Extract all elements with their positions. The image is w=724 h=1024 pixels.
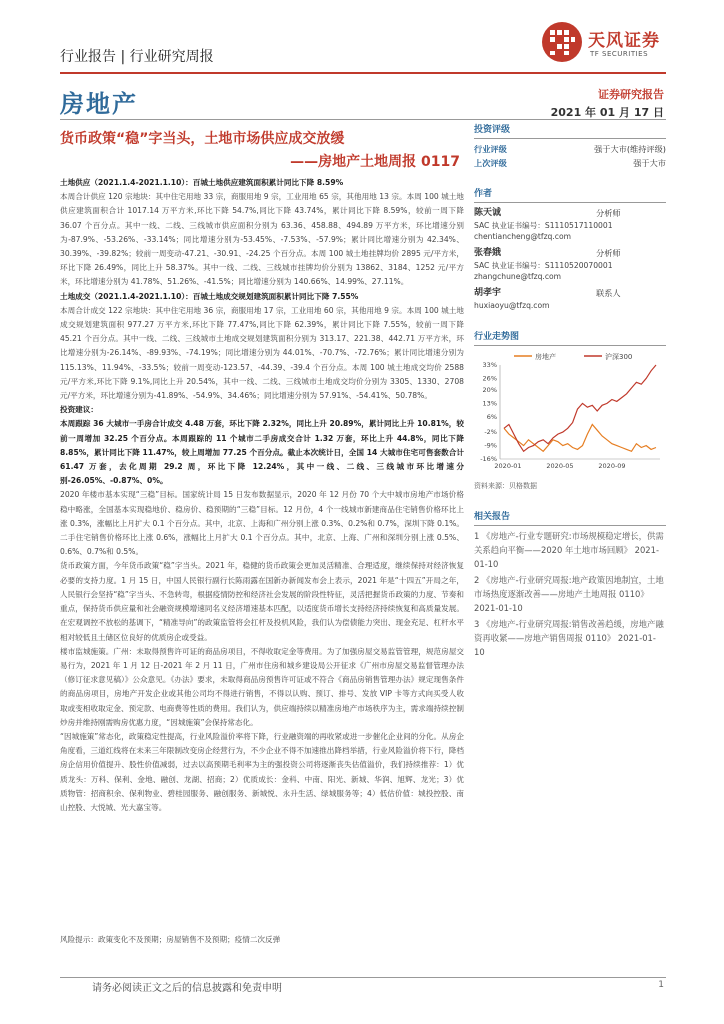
rating-row [474,156,666,170]
section-heading: 土地成交（2021.1.4-2021.1.10）：百城土地成交规划建筑面积累计同比下降 7.55% [60,291,359,301]
rating-key: 行业评级 [474,144,507,154]
author-email[interactable]: huxiaoyu@tfzq.com [474,301,550,310]
y-tick-label: -16% [480,455,497,463]
y-tick-label: 13% [482,399,497,408]
series-line [504,365,656,451]
report-body [60,176,464,815]
body-paragraph: 2020 年楼市基本实现“三稳”目标。国家统计局 15 日发布数据显示，2020 年 12 月份 70 个大中城市房地产市场价格稳中略涨，全国基本实现稳地价、稳房价、稳预期的“三稳”目标。12 月份，4 个一线城市新建商品住宅销售价格环比上涨 0.3%，涨幅比上月扩大 0.1 个百分点。其中，北京、上海和广州分别上涨 0.3%、0.2%和 0.7%，深圳下降 0.1%。二手住宅销售价格环比上涨 0.6%，涨幅比上月扩大 0.1 个百分点。其中，北京、上海、广州和深圳分别上涨 0.5%、0.6%、0.7%和 0.5%。 [60,490,464,557]
section-heading: 投资建议： [60,405,98,415]
body-paragraph: 本周跟踪 36 大城市一手房合计成交 4.48 万套，环比下降 2.32%，同比上升 20.89%，累计同比上升 10.81%，较前一周增加 32.25 个百分点。本周跟踪的 11 个城市二手房成交合计 1.32 万套，环比上升 44.8%，同比下降 8.85%，累计同比下降 11.47%，较上周增加 77.25 个百分点。截止本次统计日，全国 14 大城市住宅可售套数合计 61.47 万套，去化周期 29.2 周，环比下降 12.24%，其中一线、二线、三线城市环比增速分别-26.05%、-0.87%、0%。 [60,419,465,486]
x-tick-label: 2020-01 [494,462,522,470]
author-role: 联系人 [596,288,621,298]
page-number: 1 [658,980,664,990]
y-tick-label: -9% [484,441,497,450]
body-paragraph: “因城施策”常态化，政策稳定性提高，行业风险溢价率将下降，行业融资端的再收紧或进一步催化企业间的分化。从房企角度看，三道红线将在未来三年限制改变房企经营行为，不少企业不得不加速推出降档举措，行业风险溢价将下行，降档房企信用价值提升、股性价值减弱，过去以高预期毛利率为主的强投资公司将逐渐丧失估值溢价，我们持续推荐：1）优质龙头：万科、保利、金地、融创、龙湖、招商；2）优质成长：金科、中南、阳光、新城、华润、旭辉、龙光；3）优质物管：招商积余、保利物业、碧桂园服务、融创服务、新城悦、永升生活、绿城服务等；4）低估价值：城投控股、南山控股、大悦城、光大嘉宝等。 [60,731,464,812]
trend-chart-svg [474,349,666,475]
tf-logo-icon [540,20,584,64]
rating-value: 强于大市 [633,158,666,168]
legend-label: 沪深300 [605,353,633,361]
author-sac: SAC 执业证书编号：S1110520070001 [474,261,613,270]
legend-label: 房地产 [535,353,556,361]
author-email[interactable]: chentiancheng@tfzq.com [474,232,572,241]
author-card [474,206,666,242]
rating-row [474,142,666,156]
author-name: 张春娥 [474,248,502,258]
x-tick-label: 2020-09 [598,462,626,470]
header-rule [60,72,666,74]
author-name: 胡孝宇 [474,288,502,298]
body-paragraph: 本周合计供应 120 宗地块：其中住宅用地 33 宗，商服用地 9 宗，工业用地 65 宗，其他用地 13 宗。本周 100 城土地供应建筑面积合计 1017.14 万平方米,环比下降 54.7%,同比下降 43.74%，累计同比下降 8.59%，较前一周下降 36.07 个百分点。其中一线、二线、三线城市供应面积分别为 63.36、458.88、494.89 万平方米，环比增速分别为-87.9%、-53.26%、-33.14%；同比增速分别为-53.45%、-7.53%、-57.9%；累计同比增速分别为 42.34%、30.39%、-39.82%；较前一周变动-47.21、-30.91、-24.25 个百分点。本周 100 城土地挂牌均价 2895 元/平方米，环比下降 26.49%，同比上升 58.37%。其中一线、二线、三线城市挂牌均价分别为 13862、3184、1252 元/平方米，环比增速分别为 41.78%、51.26%、-41.5%；同比增速分别为 140.66%、14.99%、27.11%。 [60,192,464,287]
sidebar [474,120,666,661]
author-card [474,246,666,282]
related-report-item[interactable]: 1 《房地产-行业专题研究:市场规模稳定增长，供需关系趋向平衡——2020 年土地市场回顾》 2021-01-10 [474,531,664,569]
chart-source: 资料来源：贝格数据 [474,482,537,490]
related-heading: 相关报告 [474,507,666,526]
footer-disclaimer: 请务必阅读正文之后的信息披露和免责申明 [92,983,282,994]
related-report-item[interactable]: 2 《房地产-行业研究周报:地产政策因地制宜，土地市场热度逐渐改善——房地产土地周报 0110》 2021-01-10 [474,575,664,613]
company-logo [540,20,670,70]
body-paragraph: 本周合计成交 122 宗地块：其中住宅用地 36 宗，商服用地 17 宗，工业用地 60 宗，其他用地 9 宗。本周 100 城土地成交规划建筑面积 977.27 万平方米,环比下降 77.47%,同比下降 62.39%，累计同比下降 7.55%，较前一周下降 45.21 个百分点。其中一线、二线、三线城市土地成交规划建筑面积分别为 313.17、221.38、442.71 万平方米，环比增速分别为-26.14%、-89.93%、-74.19%；同比增速分别为 44.01%、-70.7%、-72.76%；累计同比增速分别为 115.13%、11.94%、-33.5%；较前一周变动-123.57、-44.39、-39.4 个百分点。本周 100 城土地成交均价 2588 元/平方米,环比下降 9.1%,同比上升 20.54%，其中一线、二线、三线城市土地成交均价分别为 3305、1330、2708 元/平方米，环比增速分别为-41.89%、-54.9%、34.46%；同比增速分别为 57.91%、-54.41%、50.78%。 [60,305,464,401]
body-paragraph: 货币政策方面，今年货币政策“稳”字当头。2021 年，稳健的货币政策会更加灵活精准、合理适度，继续保持对经济恢复必要的支持力度。1 月 15 日，中国人民银行副行长陈雨露在国新办新闻发布会上表示，2021 年是“十四五”开局之年，人民银行会坚持“稳”字当头、不急转弯，根据疫情防控和经济社会发展的阶段性特征，灵活把握货币政策的力度、节奏和重点，保持货币供应量和社会融资规模增速同名义经济增速基本匹配，以适度货币增长支持经济持续恢复和高质量发展。在宏观调控不放松的基调下，“精准导向”的政策监管将会扛杆及投机风险，我们认为偿债能力突出、现金充足、杠杆水平相对较低且土储区位良好的优质房企或受益。 [60,561,464,642]
rating-value: 强于大市(维持评级) [594,144,666,154]
rating-key: 上次评级 [474,158,507,168]
author-heading: 作者 [474,184,666,203]
author-sac: SAC 执业证书编号：S1110517110001 [474,221,613,230]
series-line [504,425,656,452]
y-tick-label: 20% [482,385,497,394]
report-title: 货币政策“稳”字当头，土地市场供应成交放缓 [60,131,345,147]
report-subtitle: ——房地产土地周报 0117 [290,154,460,170]
sector-title: 房地产 [60,90,138,118]
y-tick-label: 6% [486,412,497,421]
author-card [474,286,666,311]
y-tick-label: 33% [482,361,497,369]
report-type: 证券研究报告 [598,88,664,101]
risk-warning: 风险提示：政策变化不及预期；房屋销售不及预期；疫情二次反弹 [60,935,281,944]
report-category: 行业报告 | 行业研究周报 [60,49,214,65]
y-tick-label: -2% [484,428,497,437]
related-report-item[interactable]: 3 《房地产-行业研究周报:销售改善趋缓，房地产融资再收紧——房地产销售周报 0110》 2021-01-10 [474,619,664,657]
rating-heading: 投资评级 [474,120,666,139]
body-paragraph: 楼市监城施策。广州：未取得预售许可证的商品房项目，不得收取定金等费用。为了加强房屋交易监管管理，规范房屋交易行为，2021 年 1 月 12 日-2021 年 2 月 11 日，广州市住房和城乡建设局公开征求《广州市房屋交易监督管理办法（修订征求意见稿）》公众意见。《办法》要求，未取得商品房预售许可证或不符合《商品房销售管理办法》规定现售条件的商品房项目，房地产开发企业或其他公司均不得进行销售，不得以认购、预订、排号、发放 VIP 卡等方式向买受人收取或变相收取定金、预定款、电商费等性质的费用。我们认为，供应端持续以精准房地产市场秩序为主，需求端持续控制炒房并维持刚需购房优惠力度，“因城施策”会保持常态化。 [60,646,464,727]
logo-text-cn: 天风证券 [588,31,660,51]
x-tick-label: 2020-05 [546,462,574,470]
footer-rule [60,977,666,978]
y-tick-label: 26% [482,374,497,383]
logo-text-en: TF SECURITIES [590,50,649,58]
section-heading: 土地供应（2021.1.4-2021.1.10）：百城土地供应建筑面积累计同比下降 8.59% [60,178,344,187]
author-name: 陈天诚 [474,208,502,218]
author-role: 分析师 [596,208,621,218]
author-role: 分析师 [596,248,621,258]
trend-heading: 行业走势图 [474,327,666,346]
author-email[interactable]: zhangchune@tfzq.com [474,272,562,281]
trend-chart [474,349,666,477]
report-date: 2021 年 01 月 17 日 [550,106,664,119]
